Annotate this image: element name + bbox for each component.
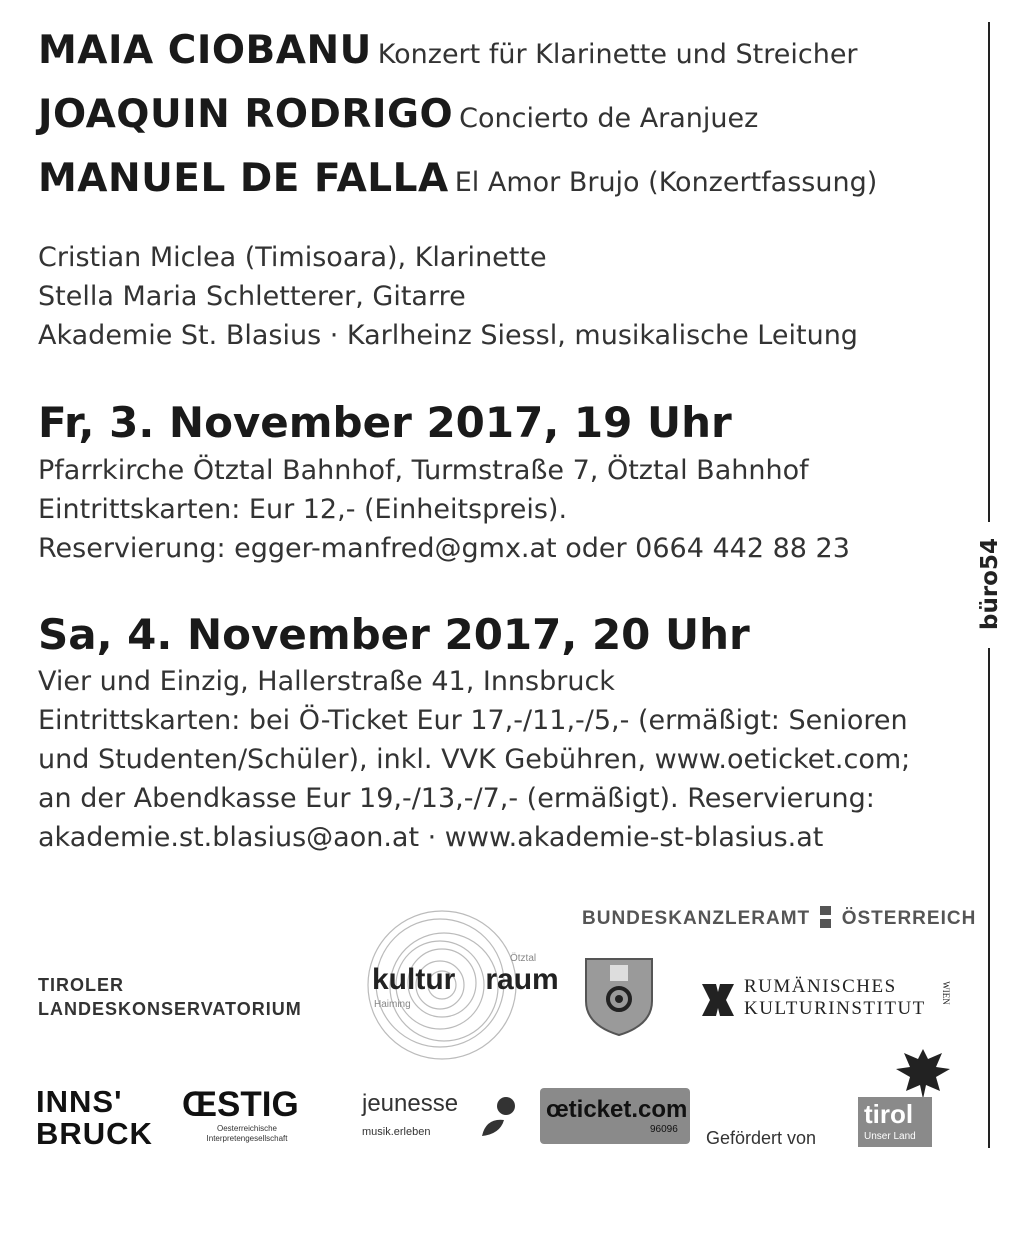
innsbruck-line-1: INNS' xyxy=(36,1084,123,1119)
concert-info-1 xyxy=(38,451,850,568)
side-tag-text: büro54 xyxy=(977,538,1003,630)
rki-logo xyxy=(698,976,960,1022)
rki-line-1: RUMÄNISCHES xyxy=(744,976,897,997)
tickets-line: Eintrittskarten: bei Ö-Ticket Eur 17,-/11,-/5,- (ermäßigt: Senioren xyxy=(38,705,908,736)
oeticket-subtitle: 96096 xyxy=(650,1124,678,1135)
oestig-sub-line: Interpretengesellschaft xyxy=(206,1134,288,1143)
composer-name: MAIA CIOBANU xyxy=(38,28,372,73)
composer-name: JOAQUIN RODRIGO xyxy=(38,92,454,137)
rki-line-2: KULTURINSTITUT xyxy=(744,998,926,1019)
oeticket-logo xyxy=(540,1088,690,1144)
eagle-icon xyxy=(890,1045,956,1101)
reservation-line: Reservierung: egger-manfred@gmx.at oder 0664 442 88 23 xyxy=(38,533,850,564)
side-tag xyxy=(960,528,1020,640)
venue-line: Vier und Einzig, Hallerstraße 41, Innsbruck xyxy=(38,666,615,697)
kulturraum-logo xyxy=(360,905,559,1065)
innsbruck-line-2: BRUCK xyxy=(36,1116,153,1151)
jeunesse-subtitle: musik.erleben xyxy=(362,1126,431,1138)
tirol-text: tirol xyxy=(864,1099,914,1129)
kulturraum-small-text: Ötztal xyxy=(510,953,537,964)
work-title: Concierto de Aranjuez xyxy=(459,103,759,134)
contact-line: akademie.st.blasius@aon.at · www.akademie-st-blasius.at xyxy=(38,822,824,853)
jeunesse-mark-icon xyxy=(478,1094,520,1140)
flag-icon xyxy=(820,906,831,928)
konservatorium-line-2: LANDESKONSERVATORIUM xyxy=(38,999,302,1019)
performer-line: Stella Maria Schletterer, Gitarre xyxy=(38,281,466,312)
tirol-logo xyxy=(856,1045,958,1149)
tirol-subtitle: Unser Land xyxy=(864,1131,916,1142)
venue-line: Pfarrkirche Ötztal Bahnhof, Turmstraße 7, Ötztal Bahnhof xyxy=(38,455,809,486)
concert-date-1: Fr, 3. November 2017, 19 Uhr xyxy=(38,398,732,447)
concert-date-2: Sa, 4. November 2017, 20 Uhr xyxy=(38,610,750,659)
concert-info-2 xyxy=(38,662,910,857)
oestig-logo xyxy=(182,1086,316,1150)
side-rule-top xyxy=(988,22,990,522)
konservatorium-line-1: TIROLER xyxy=(38,975,124,995)
side-rule-bottom xyxy=(988,648,990,1148)
program-line-1 xyxy=(38,28,858,73)
oestig-text: ŒSTIG xyxy=(182,1085,299,1124)
jeunesse-text: jeunesse xyxy=(362,1090,459,1117)
tickets-line: an der Abendkasse Eur 19,-/13,-/7,- (ermäßigt). Reservierung: xyxy=(38,783,875,814)
tickets-line: und Studenten/Schüler), inkl. VVK Gebühren, www.oeticket.com; xyxy=(38,744,911,775)
kulturraum-sub-text: Haiming xyxy=(374,999,411,1010)
program-line-2 xyxy=(38,92,758,137)
rki-side-text: WIEN xyxy=(940,981,951,1005)
performers-list xyxy=(38,238,858,355)
bka-right-text: ÖSTERREICH xyxy=(841,908,977,929)
kultur-word: kultur xyxy=(372,963,456,996)
oestig-subtitle xyxy=(182,1124,312,1144)
funded-by-label: Gefördert von xyxy=(706,1128,817,1148)
performer-line: Cristian Miclea (Timisoara), Klarinette xyxy=(38,242,547,273)
work-title: Konzert für Klarinette und Streicher xyxy=(377,39,858,70)
rki-cross-icon xyxy=(698,980,738,1020)
innsbruck-logo xyxy=(36,1086,153,1150)
kulturraum-text xyxy=(372,963,559,997)
oestig-sub-line: Oesterreichische xyxy=(216,1124,278,1133)
oeticket-text: œticket.com xyxy=(546,1096,688,1123)
performer-line: Akademie St. Blasius · Karlheinz Siessl, musikalische Leitung xyxy=(38,320,858,351)
work-title: El Amor Brujo (Konzertfassung) xyxy=(454,167,878,198)
jeunesse-logo xyxy=(362,1090,522,1146)
tickets-line: Eintrittskarten: Eur 12,- (Einheitspreis). xyxy=(38,494,568,525)
tirol-box xyxy=(858,1097,932,1147)
composer-name: MANUEL DE FALLA xyxy=(38,156,449,201)
bka-left-text: BUNDESKANZLERAMT xyxy=(582,908,811,929)
coat-of-arms-icon xyxy=(582,955,656,1037)
bka-logo xyxy=(582,906,976,930)
program-line-3 xyxy=(38,156,877,201)
konservatorium-logo xyxy=(38,973,302,1021)
rki-text xyxy=(744,976,926,1020)
raum-word: raum xyxy=(485,963,559,996)
